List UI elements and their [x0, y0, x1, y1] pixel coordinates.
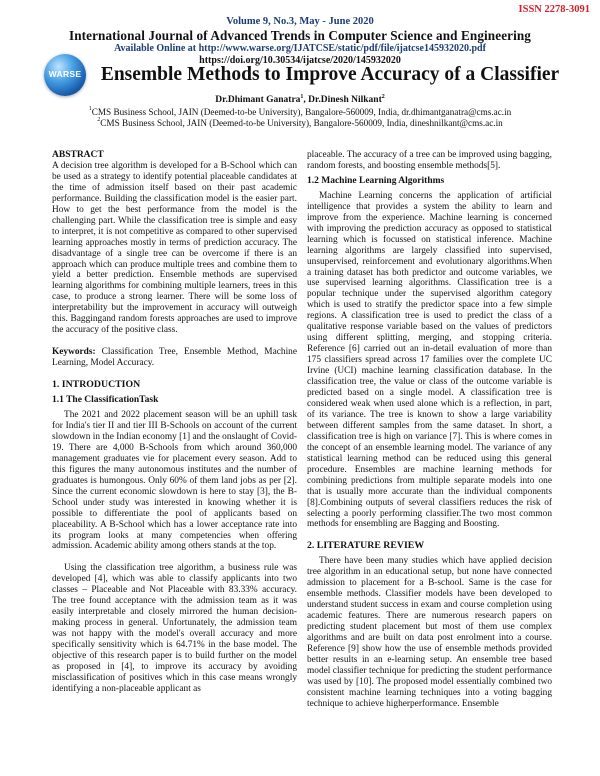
issn-label: ISSN 2278-3091 [518, 4, 590, 15]
journal-title: International Journal of Advanced Trends in Computer Science and Engineering [68, 28, 531, 43]
keywords [52, 347, 297, 369]
subsection-1-1-heading: 1.1 The ClassificationTask [52, 395, 159, 406]
abstract-text: A decision tree algorithm is developed for a B-School which can be used as a strategy to identify potential placeable candidates at the time of admission itself based on their past academic performance. Building the classification model is the easier part. How to get the best performance from the model is the challenging part. While the classification tree is simple and easy to interpret, it is not competitive as compared to other supervised learning approaches mostly in terms of prediction accuracy. The disadvantage of a single tree can be overcome if there is an approach which can produce multiple trees and combine them to yield a better prediction. Ensemble methods are supervised learning algorithms for combining multiple learners, trees in this case, to produce a strong learner. There will be some loss of interpretability but the improvement in accuracy will outweigh this. Baggingand random forests approaches are used to improve the accuracy of the positive class. [52, 160, 297, 336]
section-2-heading: 2. LITERATURE REVIEW [307, 540, 425, 552]
author-line [0, 95, 600, 105]
affiliation-1 [0, 107, 600, 117]
affiliation-2-sup: 2 [97, 117, 101, 123]
intro-paragraph-1: The 2021 and 2022 placement season will be an uphill task for India's tier II and tier III B-Schools on account of the current slowdown in the Indian economy [1] and the onslaught of Covid-19. There are 4,000 B-Schools from which around 360,000 management graduates vie for placement every season. Add to this figures the many autonomous institutes and the number of graduates is humongous. Only 60% of them land jobs as per [2]. Since the current economic slowdown is here to stay [3], the B-School under study was interested in knowing whether it is possible to differentiate the pool of applicants based on placeability. A B-School which has a lower acceptance rate into its program looks at many competencies when offering admission. Academic ability among others stands at the top. [52, 410, 297, 552]
available-online-link[interactable]: Available Online at http://www.warse.org/IJATCSE/static/pdf/file/ijatcse145932020.pdf [114, 43, 486, 54]
right-column [307, 150, 552, 710]
author-1: Dr.Dhimant Ganatra [215, 95, 301, 105]
abstract-heading: ABSTRACT [52, 150, 104, 160]
affiliation-1-sup: 1 [88, 106, 92, 112]
paper-title: Ensemble Methods to Improve Accuracy of a Classifier [100, 64, 560, 85]
volume-info: Volume 9, No.3, May - June 2020 [226, 16, 374, 27]
literature-paragraph: There have been many studies which have applied decision tree algorithm in an educational setup, but none have connected admission to placement for a B-school. Same is the case for ensemble methods. Classifier models have been developed to understand student success in exam and course completion using academic features. There are numerous research papers on predicting student placement but most of them use complex algorithms and are built on data post enrolment into a course. Reference [9] show how the use of ensemble methods provided better results in an e-learning setup. An ensemble tree based model classifier technique for predicting the student performance was used by [10]. The proposed model essentially combined two consistent machine learning techniques into a voting bagging technique to achieve higherperformance. Ensemble [307, 556, 552, 709]
subsection-1-2-heading: 1.2 Machine Learning Algorithms [307, 175, 445, 186]
section-1-heading: 1. INTRODUCTION [52, 379, 141, 391]
author-2-sup: 2 [381, 94, 385, 100]
author-2: Dr.Dinesh Nilkant [308, 95, 382, 105]
doi-link[interactable]: https://doi.org/10.30534/ijatcse/2020/145932020 [199, 55, 401, 66]
warse-logo-icon [44, 54, 86, 96]
ml-paragraph: Machine Learning concerns the application of artificial intelligence that provides a system the ability to learn and improve from the experience. Machine learning is concerned with improving the prediction accuracy as opposed to statistical learning which is focussed on statistical inference. Machine learning algorithms are largely classified into supervised, unsupervised, reinforcement and evolutionary algorithms.When a training dataset has both predictor and outcome variables, we use supervised learning algorithms. Classification tree is a popular technique under the supervised algorithm category which is used to stratify the predictor space into a few simple regions. A classification tree is used to predict the class of a qualitative response variable based on the values of predictors using different splitting, merging, and stopping criteria. Reference [6] carried out an in-detail evaluation of more than 175 classifiers spread across 17 families over the complete UC Irvine (UCI) machine learning classification database. In the classification tree, the value or class of the outcome variable is predicted based on a single model. A classification tree is considered weak when used alone which is a reflection, in part, of its variance. The tree is known to show a large variability between different samples from the same dataset. In short, a classification tree is high on variance [7]. This is where comes in the concept of an ensemble learning model. The variance of any statistical learning method can be reduced using this general procedure. Ensembles are machine learning methods for combining predictions from multiple separate models into one that is usually more accurate than the individual components [8].Combining outputs of several classifiers reduces the risk of selecting a poorly performing classifier.The two most common methods for ensembling are Bagging and Boosting. [307, 190, 552, 530]
keywords-label: Keywords: [52, 347, 96, 358]
logo-text: WARSE [48, 69, 82, 79]
affiliation-2 [0, 118, 600, 128]
intro-paragraph-2: Using the classification tree algorithm, a business rule was developed [4], which was able to classify applicants into two classes – Placeable and Not Placeable with 83.33% accuracy. The tree found acceptance with the admission team as it was easily interpretable and closely mirrored the human decision-making process in general. Unfortunately, the admission team was not happy with the model's overall accuracy and more specifically sensitivity which is 64.71% in the base model. The objective of this research paper is to build further on the model as proposed in [4], to improve its accuracy by avoiding misclassification of positives which in this case means wrongly identifying a non-placeable applicant as [52, 563, 297, 694]
affiliation-1-text: CMS Business School, JAIN (Deemed-to-be University), Bangalore-560009, India, dr.dhimantganatra@cms.ac.in [91, 107, 512, 117]
left-column [52, 150, 297, 695]
author-separator: , [303, 95, 309, 105]
affiliation-2-text: CMS Business School, JAIN (Deemed-to-be University), Bangalore-560009, India, dineshnilkant@cms.ac.in [100, 118, 503, 128]
intro-paragraph-continued: placeable. The accuracy of a tree can be improved using bagging, random forests, and boosting ensemble methods[5]. [307, 150, 552, 171]
keywords-text: Classification Tree, Ensemble Method, Machine Learning, Model Accuracy. [52, 347, 297, 369]
author-1-sup: 1 [300, 94, 304, 100]
